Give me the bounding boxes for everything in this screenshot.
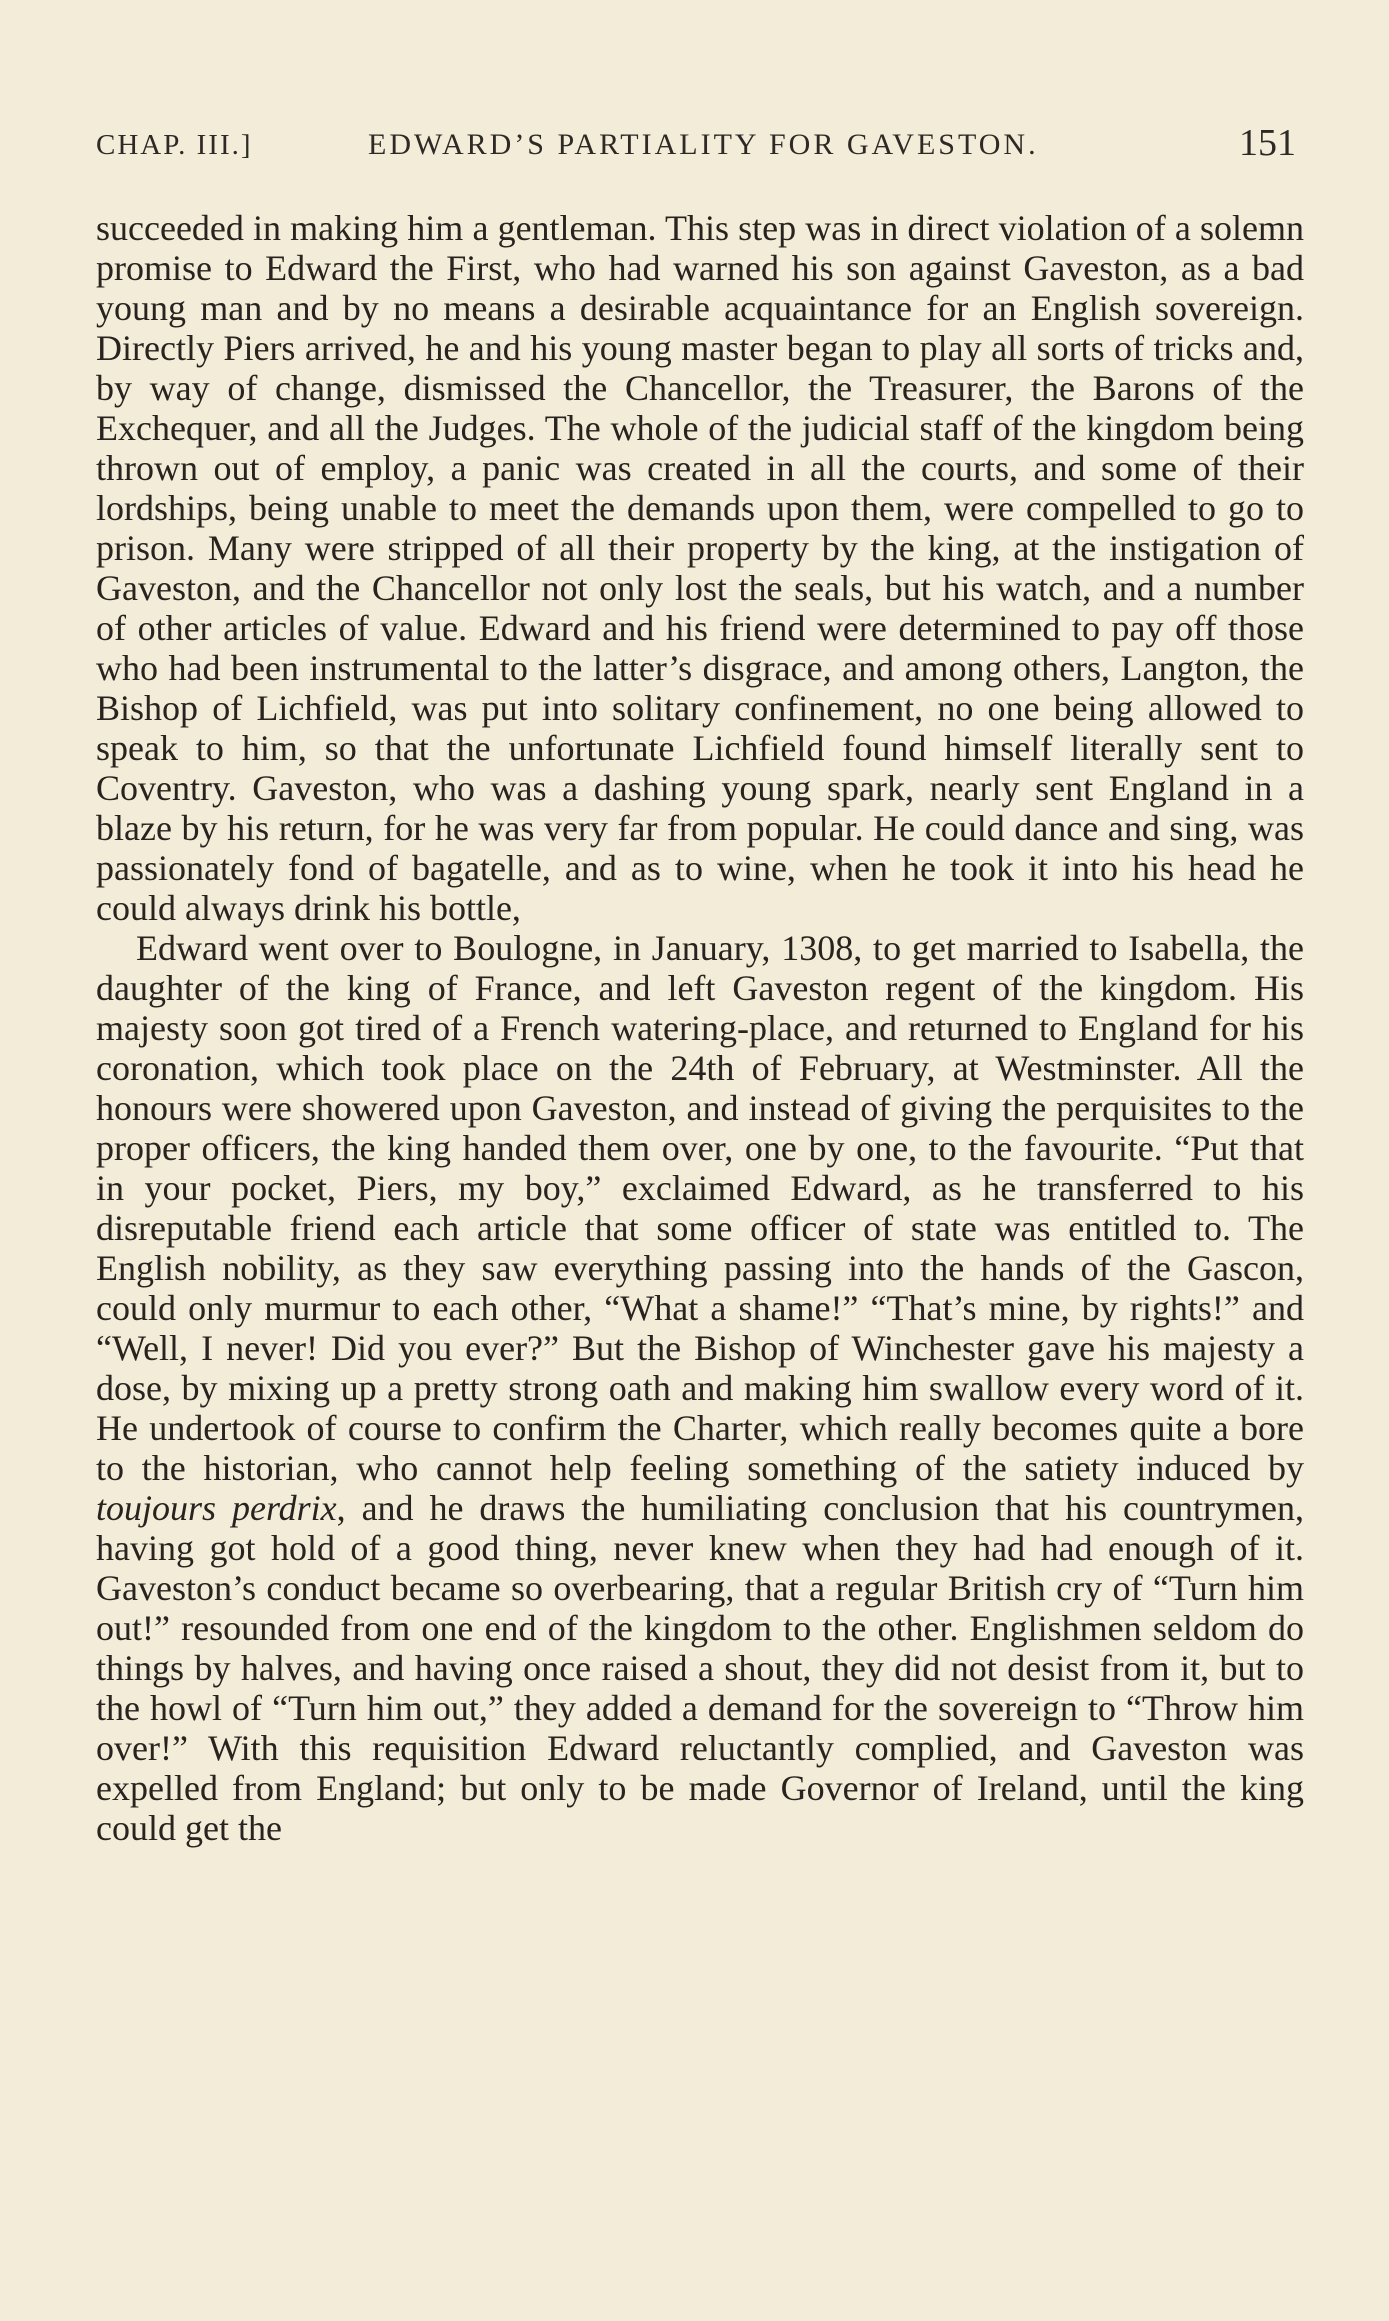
chapter-label: CHAP. III.] <box>96 129 253 161</box>
running-title: EDWARD’S PARTIALITY FOR GAVESTON. <box>368 128 1039 161</box>
paragraph-2-text-before-italic: Edward went over to Boulogne, in January, 1308, to get married to Isabella, the daughter of the king of France, and left Gaveston regent of the kingdom. His majesty soon got tired of a French watering-place, and returned to England for his coronation, which took place on the 24th of February, at Westminster. All the honours were showered upon Gaveston, and instead of giving the perquisites to the proper officers, the king handed them over, one by one, to the favourite. “Put that in your pocket, Piers, my boy,” exclaimed Edward, as he transferred to his disreputable friend each article that some officer of state was entitled to. The English nobility, as they saw everything passing into the hands of the Gascon, could only murmur to each other, “What a shame!” “That’s mine, by rights!” and “Well, I never! Did you ever?” But the Bishop of Winchester gave his majesty a dose, by mixing up a pretty strong oath and making him swallow every word of it. He undertook of course to confirm the Charter, which really becomes quite a bore to the historian, who cannot help feeling something of the satiety induced by <box>96 928 1304 1488</box>
paragraph-2 <box>96 928 1304 1848</box>
running-header <box>96 118 1304 178</box>
page-body <box>96 208 1304 1848</box>
paragraph-1: succeeded in making him a gentleman. This step was in direct violation of a solemn promise to Edward the First, who had warned his son against Gaveston, as a bad young man and by no means a desirable acquaintance for an English sovereign. Directly Piers arrived, he and his young master began to play all sorts of tricks and, by way of change, dismissed the Chancellor, the Treasurer, the Barons of the Exchequer, and all the Judges. The whole of the judicial staff of the kingdom being thrown out of employ, a panic was created in all the courts, and some of their lordships, being unable to meet the demands upon them, were compelled to go to prison. Many were stripped of all their property by the king, at the instigation of Gaveston, and the Chancellor not only lost the seals, but his watch, and a number of other articles of value. Edward and his friend were determined to pay off those who had been instrumental to the latter’s disgrace, and among others, Langton, the Bishop of Lichfield, was put into solitary confinement, no one being allowed to speak to him, so that the unfortunate Lichfield found himself literally sent to Coventry. Gaveston, who was a dashing young spark, nearly sent England in a blaze by his return, for he was very far from popular. He could dance and sing, was passionately fond of bagatelle, and as to wine, when he took it into his head he could always drink his bottle, <box>96 208 1304 928</box>
italic-phrase: toujours perdrix <box>96 1488 337 1528</box>
page-number: 151 <box>1239 122 1296 164</box>
paragraph-2-text-after-italic: , and he draws the humiliating conclusion that his countrymen, having got hold of a good thing, never knew when they had had enough of it. Gaveston’s conduct became so overbearing, that a regular British cry of “Turn him out!” resounded from one end of the kingdom to the other. Englishmen seldom do things by halves, and having once raised a shout, they did not desist from it, but to the howl of “Turn him out,” they added a demand for the sovereign to “Throw him over!” With this requisition Edward reluctantly complied, and Gaveston was expelled from England; but only to be made Governor of Ireland, until the king could get the <box>96 1488 1304 1848</box>
